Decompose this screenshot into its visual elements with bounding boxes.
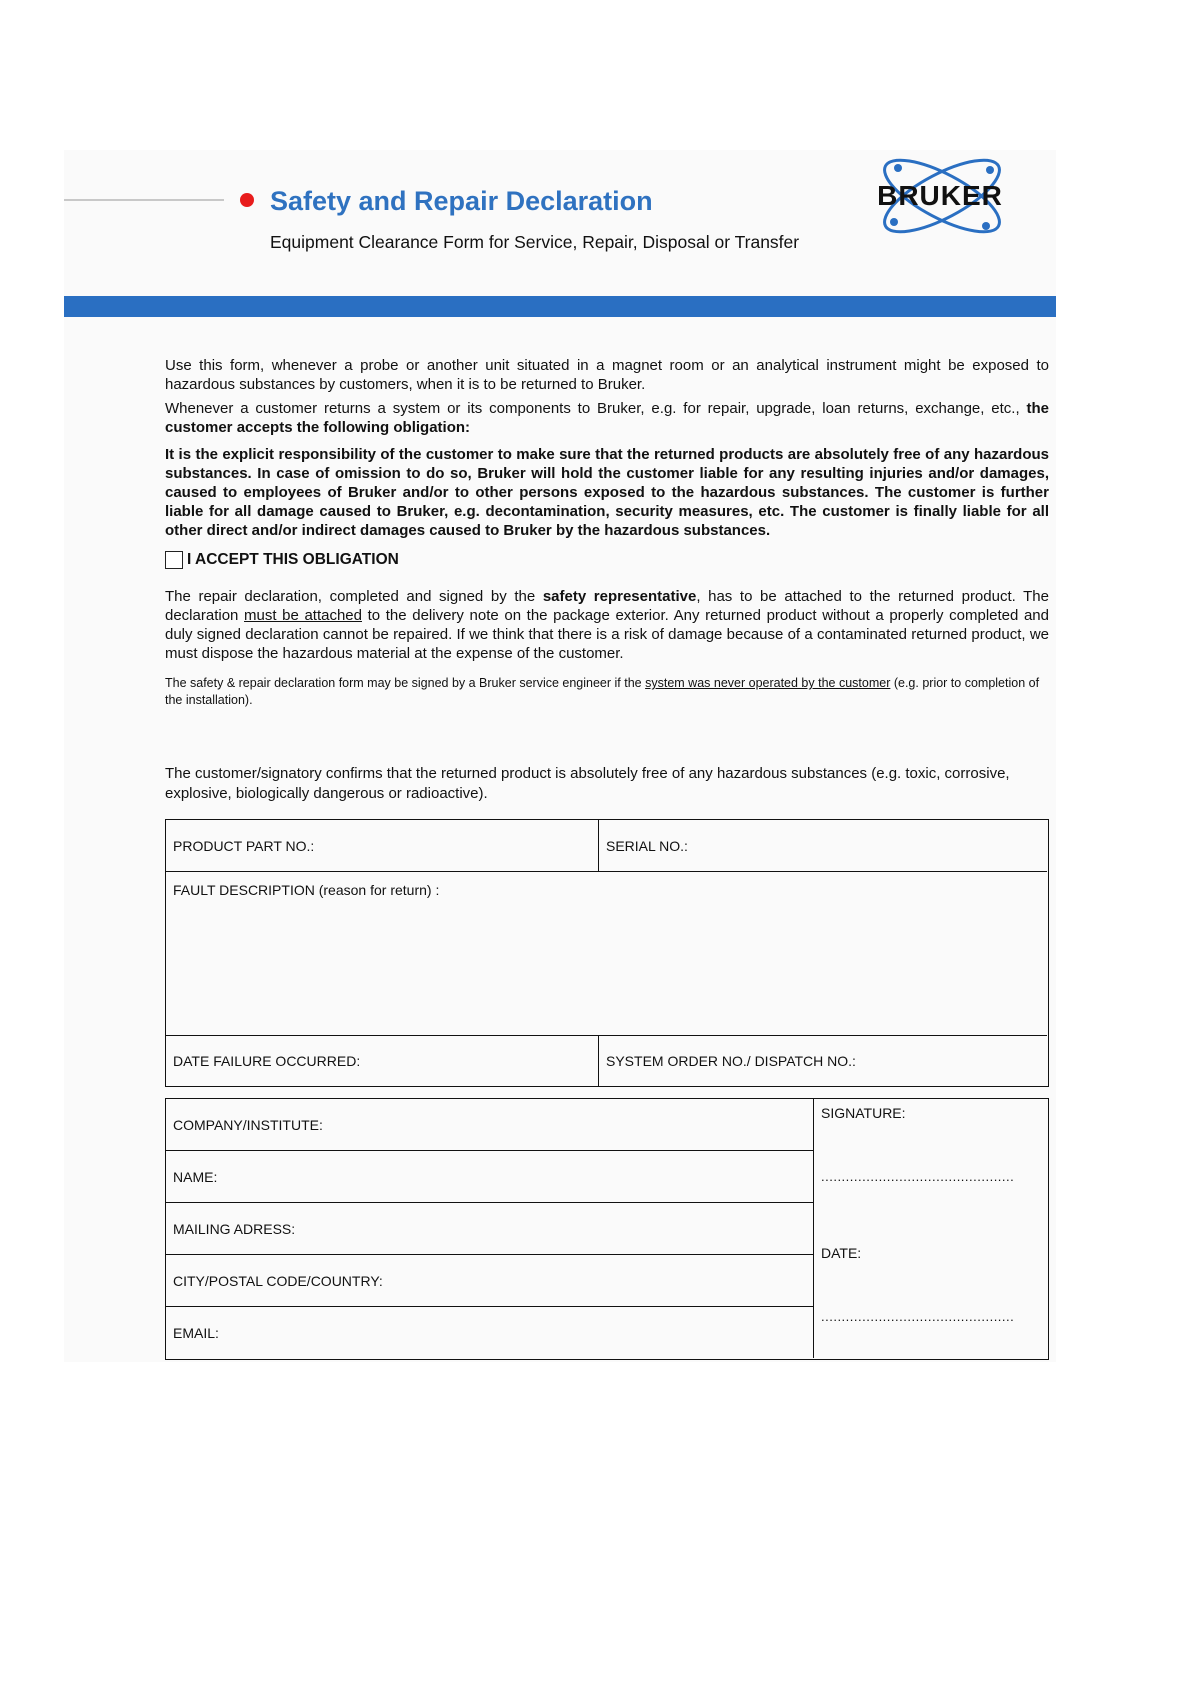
bullet-dot-icon: [240, 193, 254, 207]
accept-obligation-label: I ACCEPT THIS OBLIGATION: [187, 551, 399, 568]
intro-text: [165, 356, 1049, 709]
company-label: COMPANY/INSTITUTE:: [173, 1116, 323, 1133]
p4-text-e: to the delivery note on the package exterior. Any returned product without a properly completed and duly signed declaration cannot be repaired. If we think that there is a risk of damage because of a contaminated returned product, we must dispose the hazardous material at the expense of the customer.: [165, 607, 1049, 662]
p5-text-b: system was never operated by the customer: [645, 676, 891, 690]
name-field[interactable]: [166, 1151, 814, 1203]
intro-paragraph-2a: Whenever a customer returns a system or its components to Bruker, e.g. for repair, upgrade, loan returns, exchange, etc.,: [165, 400, 1020, 417]
p5-text-c: (e.g. prior to completion of the installation).: [165, 676, 1040, 707]
p4-text-d: must be attached: [244, 607, 362, 624]
p4-text-b: safety representative: [542, 588, 697, 605]
service-engineer-note: [165, 675, 1049, 709]
confirmation-paragraph: The customer/signatory confirms that the returned product is absolutely free of any hazardous substances (e.g. toxic, corrosive, explosive, biologically dangerous or radioactive).: [165, 765, 1010, 802]
accept-obligation-checkbox[interactable]: [165, 551, 183, 569]
mailing-address-label: MAILING ADRESS:: [173, 1220, 296, 1237]
date-failure-field[interactable]: [166, 1036, 599, 1086]
city-postal-country-label: CITY/POSTAL CODE/COUNTRY:: [173, 1272, 383, 1289]
p5-text-a: The safety & repair declaration form may be signed by a Bruker service engineer if the: [165, 676, 646, 690]
email-field[interactable]: [166, 1307, 814, 1358]
date-line[interactable]: ...............................................: [821, 1309, 1015, 1324]
header-rule: [64, 199, 224, 201]
intro-paragraph-2b: the customer accepts the following obligation:: [165, 400, 1049, 436]
email-label: EMAIL:: [173, 1324, 219, 1341]
product-part-no-field[interactable]: [166, 820, 599, 872]
page-subtitle: Equipment Clearance Form for Service, Repair, Disposal or Transfer: [270, 232, 800, 252]
p4-text-c: , has to be attached to the returned product. The declaration: [165, 588, 1049, 624]
page-title: Safety and Repair Declaration: [270, 186, 653, 216]
fault-description-label: FAULT DESCRIPTION (reason for return) :: [173, 882, 440, 898]
product-form-table: [165, 819, 1049, 1087]
signature-line[interactable]: ...............................................: [821, 1169, 1015, 1184]
serial-no-field[interactable]: [599, 820, 1047, 872]
system-order-field[interactable]: [599, 1036, 1047, 1086]
bruker-logo: [850, 150, 1030, 254]
intro-paragraph-1: Use this form, whenever a probe or another unit situated in a magnet room or an analytical instrument might be exposed to hazardous substances by customers, when it is to be returned to Bruker.: [165, 357, 1049, 393]
obligation-paragraph: It is the explicit responsibility of the customer to make sure that the returned products are absolutely free of any hazardous substances. In case of omission to do so, Bruker will hold the customer liable for any resulting injuries and/or damages, caused to employees of Bruker and/or to other persons exposed to the hazardous substances. The customer is further liable for all damage caused to Bruker, e.g. decontamination, security measures, etc. The customer is finally liable for all other direct and/or indirect damages caused to Bruker by the hazardous substances.: [165, 446, 1049, 539]
contact-form-table: [165, 1098, 1049, 1360]
product-part-no-label: PRODUCT PART NO.:: [173, 837, 315, 854]
p4-text-a: The repair declaration, completed and signed by the: [165, 588, 543, 605]
signature-label: SIGNATURE:: [821, 1105, 906, 1121]
company-field[interactable]: [166, 1099, 814, 1151]
mailing-address-field[interactable]: [166, 1203, 814, 1255]
serial-no-label: SERIAL NO.:: [606, 837, 688, 854]
logo-text: BRUKER: [877, 180, 1003, 211]
date-label: DATE:: [821, 1245, 862, 1261]
header-band: [64, 296, 1056, 317]
repair-declaration-paragraph: [165, 587, 1049, 663]
fault-description-field[interactable]: [166, 872, 1047, 1036]
accept-obligation-row[interactable]: [165, 550, 1049, 569]
intro-paragraph-2: [165, 399, 1049, 437]
signature-date-panel: [814, 1099, 1047, 1358]
name-label: NAME:: [173, 1168, 218, 1185]
system-order-label: SYSTEM ORDER NO./ DISPATCH NO.:: [606, 1053, 856, 1069]
date-failure-label: DATE FAILURE OCCURRED:: [173, 1053, 361, 1069]
city-postal-country-field[interactable]: [166, 1255, 814, 1307]
